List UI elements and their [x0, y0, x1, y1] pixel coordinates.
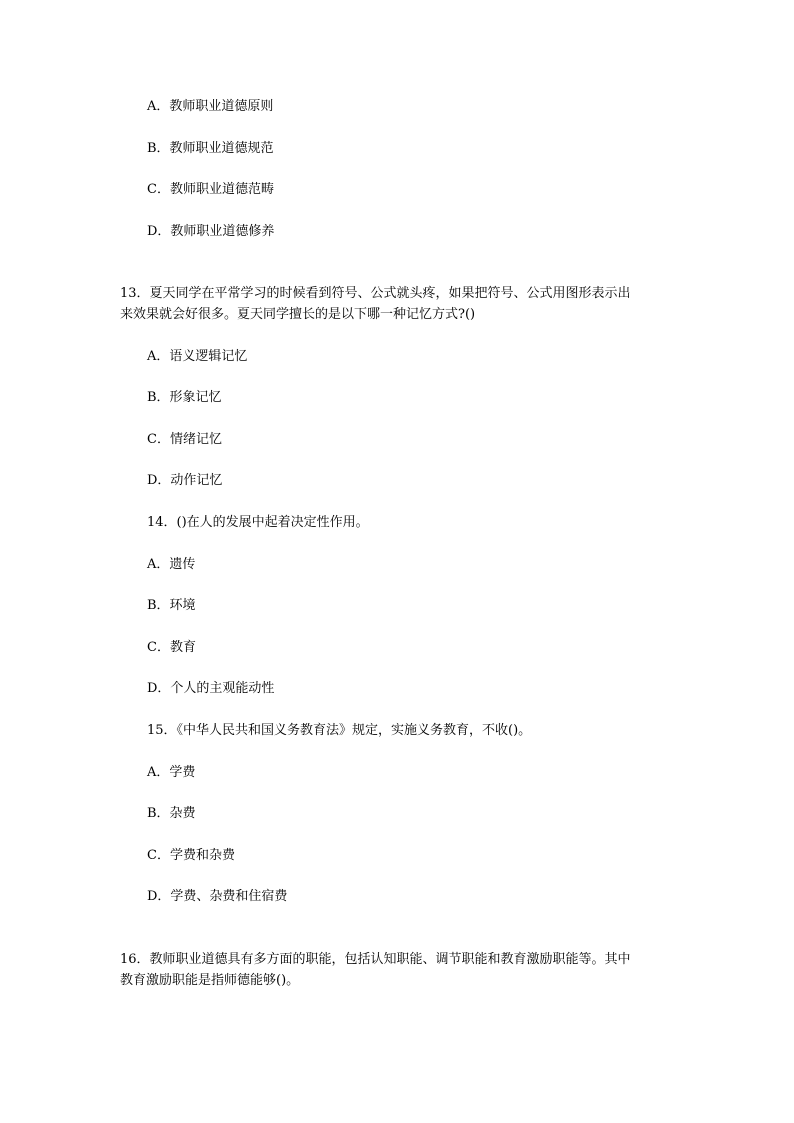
- q12-option-a: A．教师职业道德原则: [147, 99, 274, 114]
- q15-stem: 15．《中华人民共和国义务教育法》规定，实施义务教育，不收()。: [147, 723, 532, 738]
- q14-option-d: D．个人的主观能动性: [147, 681, 275, 696]
- q13-option-c: C．情绪记忆: [147, 432, 222, 447]
- q13-option-b: B．形象记忆: [147, 390, 222, 405]
- q13-stem-line2: 来效果就会好很多。夏天同学擅长的是以下哪一种记忆方式?(): [120, 307, 476, 322]
- q16-stem-line1: 16．教师职业道德具有多方面的职能，包括认知职能、调节职能和教育激励职能等。其中: [120, 952, 631, 967]
- q14-option-b: B．环境: [147, 598, 196, 613]
- q15-option-c: C．学费和杂费: [147, 848, 235, 863]
- q12-option-b: B．教师职业道德规范: [147, 141, 274, 156]
- q15-option-b: B．杂费: [147, 806, 196, 821]
- q12-option-d: D．教师职业道德修养: [147, 224, 275, 239]
- q13-option-d: D．动作记忆: [147, 473, 223, 488]
- q14-option-a: A．遗传: [147, 557, 196, 572]
- q15-option-a: A．学费: [147, 765, 196, 780]
- q12-option-c: C．教师职业道德范畴: [147, 182, 274, 197]
- q16-stem-line2: 教育激励职能是指师德能够()。: [120, 973, 300, 988]
- q14-stem: 14．()在人的发展中起着决定性作用。: [147, 515, 369, 530]
- q13-stem-line1: 13．夏天同学在平常学习的时候看到符号、公式就头疼，如果把符号、公式用图形表示出: [120, 286, 631, 301]
- q15-option-d: D．学费、杂费和住宿费: [147, 889, 288, 904]
- q13-option-a: A．语义逻辑记忆: [147, 349, 248, 364]
- q14-option-c: C．教育: [147, 640, 196, 655]
